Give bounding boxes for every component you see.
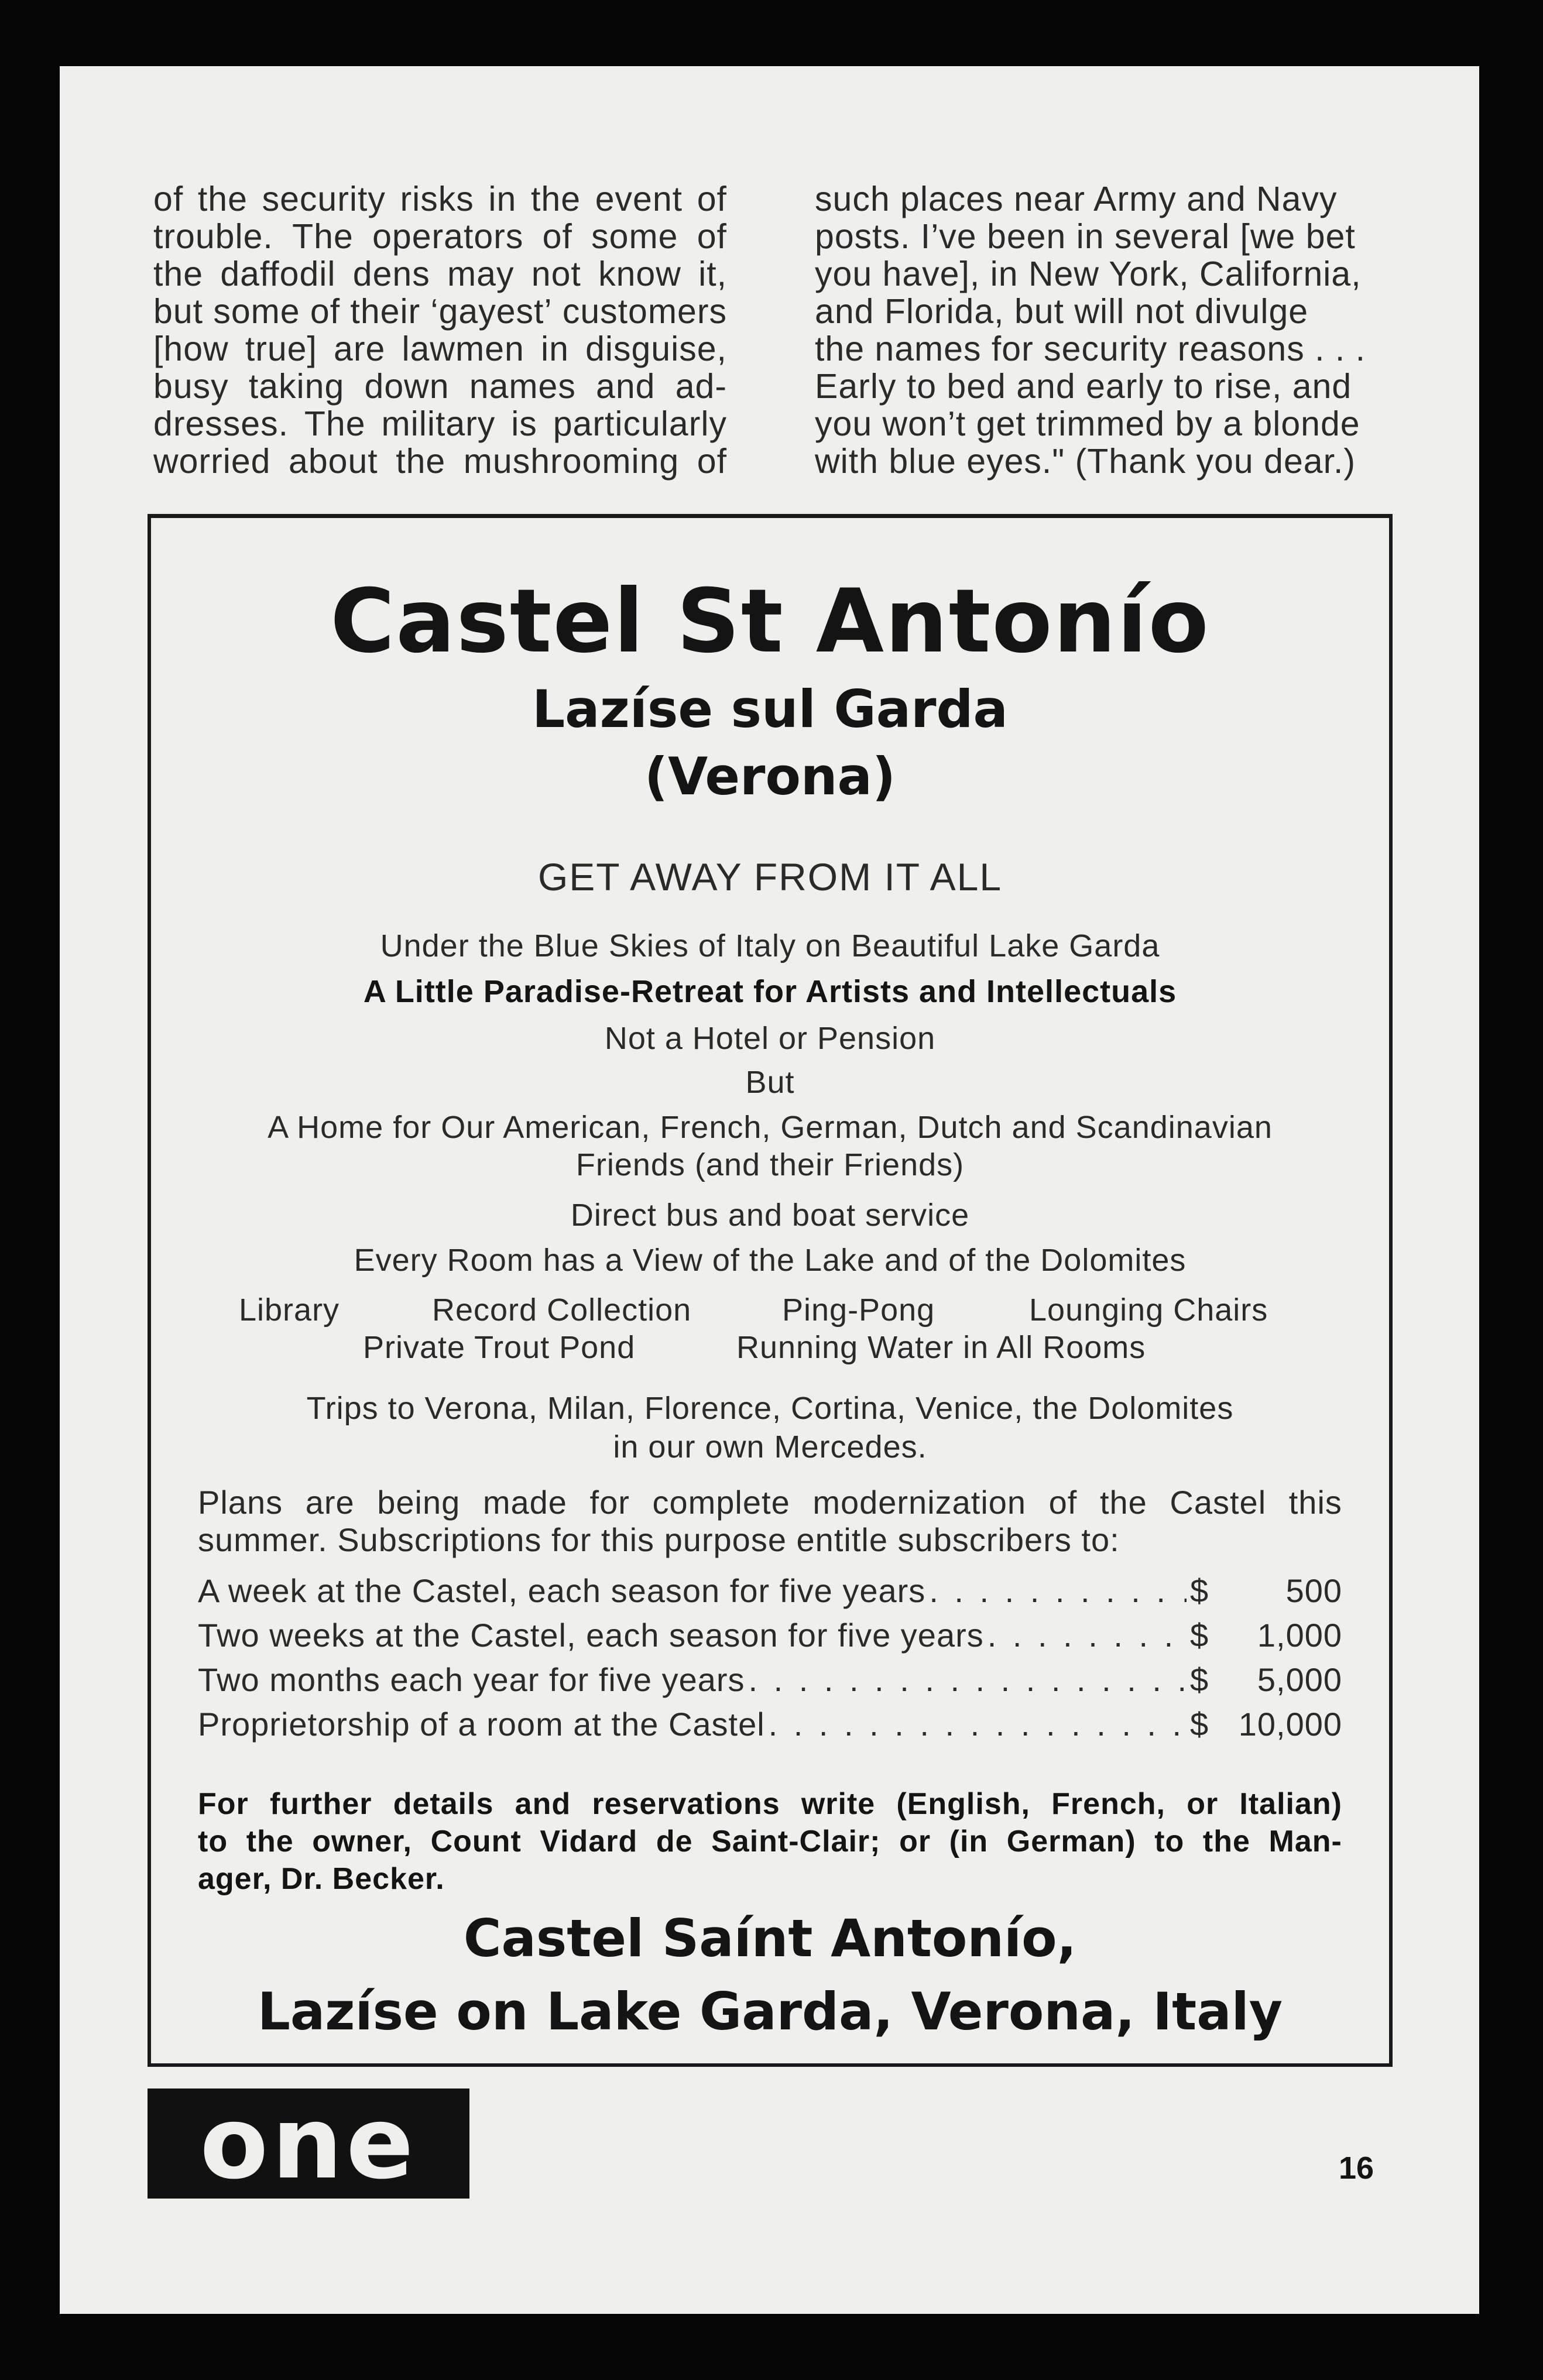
- ad-line: Trips to Verona, Milan, Florence, Cortina, Venice, the Dolomites: [306, 1391, 1234, 1426]
- price-row: [198, 1616, 1342, 1654]
- advertisement-box: [148, 514, 1393, 2067]
- text-line: and Florida, but will not divulge: [815, 292, 1309, 331]
- dot-leader: [929, 1572, 1187, 1610]
- text-line: [how true] are lawmen in disguise,: [153, 330, 727, 368]
- ad-line: Every Room has a View of the Lake and of the Dolomites: [354, 1243, 1187, 1278]
- plans-line: Plans are being made for complete modernization of the Castel this: [198, 1484, 1342, 1521]
- price-amount: 5,000: [1257, 1661, 1342, 1698]
- text-line: you have], in New York, California,: [815, 255, 1362, 293]
- plans-line: summer. Subscriptions for this purpose entitle subscribers to:: [198, 1521, 1120, 1558]
- ad-tagline: GET AWAY FROM IT ALL: [537, 855, 1003, 898]
- text-line: such places near Army and Navy: [815, 180, 1338, 218]
- page-number: 16: [1339, 2151, 1374, 2186]
- ad-line: Direct bus and boat service: [570, 1198, 970, 1233]
- text-column-left: [153, 180, 727, 480]
- dot-leader: [987, 1616, 1187, 1654]
- price-amount: 500: [1285, 1572, 1342, 1609]
- ad-line-bold: A Little Paradise-Retreat for Artists and Intellectuals: [363, 974, 1177, 1009]
- price-currency: $: [1190, 1572, 1209, 1609]
- ad-line: A Home for Our American, French, German, Dutch and Scandinavian: [268, 1110, 1273, 1145]
- amenity-running-water: Running Water in All Rooms: [736, 1330, 1146, 1365]
- ad-address-line: Castel Saínt Antonío,: [463, 1908, 1077, 1969]
- magazine-page: [60, 66, 1479, 2314]
- details-line: For further details and reservations write (English, French, or Italian): [198, 1787, 1342, 1821]
- ad-line: But: [745, 1065, 795, 1100]
- text-line: the daffodil dens may not know it,: [153, 255, 727, 293]
- price-label: Proprietorship of a room at the Castel: [198, 1706, 765, 1743]
- text-line: the names for security reasons . . .: [815, 330, 1366, 368]
- price-label: Two weeks at the Castel, each season for five years: [198, 1617, 984, 1654]
- text-line: worried about the mushrooming of: [153, 442, 727, 481]
- price-row: [198, 1572, 1342, 1610]
- text-line: Early to bed and early to rise, and: [815, 367, 1352, 406]
- price-currency: $: [1190, 1706, 1209, 1743]
- text-line: but some of their ‘gayest’ customers: [153, 292, 727, 331]
- text-line: posts. I’ve been in several [we bet: [815, 217, 1356, 256]
- details-paragraph: [198, 1785, 1342, 1898]
- details-line: to the owner, Count Vidard de Saint-Clair; or (in German) to the Man-: [198, 1825, 1342, 1858]
- magazine-logo: one: [148, 2088, 469, 2199]
- text-line: you won’t get trimmed by a blonde: [815, 404, 1360, 443]
- amenity-record-collection: Record Collection: [432, 1292, 692, 1328]
- text-line: dresses. The military is particularly: [153, 404, 727, 443]
- text-line: trouble. The operators of some of: [153, 217, 727, 256]
- text-column-right: [815, 180, 1400, 480]
- price-row: [198, 1661, 1342, 1699]
- price-currency: $: [1190, 1617, 1209, 1654]
- ad-line: Under the Blue Skies of Italy on Beautiful Lake Garda: [380, 928, 1160, 963]
- amenity-ping-pong: Ping-Pong: [782, 1292, 935, 1328]
- text-line: busy taking down names and ad-: [153, 367, 727, 406]
- price-label: A week at the Castel, each season for five years: [198, 1572, 926, 1609]
- ad-subtitle-location: Lazíse sul Garda: [532, 679, 1008, 739]
- text-line: of the security risks in the event of: [153, 180, 727, 218]
- ad-address-line: Lazíse on Lake Garda, Verona, Italy: [257, 1981, 1283, 2042]
- ad-line: Not a Hotel or Pension: [604, 1021, 936, 1056]
- price-row: [198, 1705, 1342, 1743]
- ad-title: Castel St Antonío: [330, 571, 1210, 673]
- price-label: Two months each year for five years: [198, 1661, 745, 1698]
- price-currency: $: [1190, 1661, 1209, 1698]
- amenity-library: Library: [239, 1292, 340, 1328]
- details-line: ager, Dr. Becker.: [198, 1862, 445, 1896]
- text-line: with blue eyes." (Thank you dear.): [815, 442, 1356, 481]
- dot-leader: [769, 1705, 1187, 1743]
- ad-subtitle-region: (Verona): [644, 746, 896, 807]
- dot-leader: [749, 1661, 1187, 1699]
- amenity-lounging-chairs: Lounging Chairs: [1029, 1292, 1268, 1328]
- amenity-trout-pond: Private Trout Pond: [363, 1330, 636, 1365]
- ad-line: in our own Mercedes.: [613, 1429, 927, 1465]
- price-amount: 10,000: [1238, 1706, 1342, 1743]
- price-amount: 1,000: [1257, 1617, 1342, 1654]
- ad-line: Friends (and their Friends): [575, 1147, 965, 1182]
- plans-paragraph: [198, 1484, 1342, 1559]
